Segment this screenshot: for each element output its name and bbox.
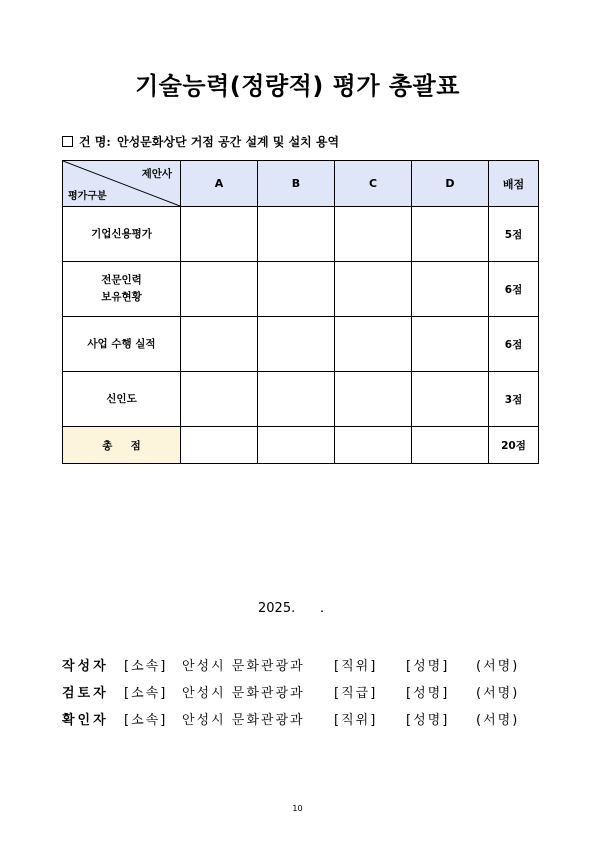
signer-position-label: [직급]: [334, 686, 378, 701]
score-input-cell-a: [181, 372, 258, 427]
company-header-a: A: [181, 161, 258, 207]
signer-name-label: [성명]: [406, 659, 450, 674]
checkbox-square-icon: [62, 136, 73, 147]
signer-row-author: [62, 657, 542, 684]
signer-role: 검토자: [62, 686, 109, 701]
table-header-row: [63, 161, 539, 207]
criterion-line-1: 전문인력: [101, 274, 142, 286]
max-score-cell: 3점: [489, 372, 539, 427]
score-input-cell-c: [335, 317, 412, 372]
table-row: [63, 207, 539, 262]
company-header-c: C: [335, 161, 412, 207]
signer-signature-label: (서명): [476, 713, 520, 728]
total-score-cell: 20점: [489, 427, 539, 464]
score-input-cell-b: [258, 262, 335, 317]
score-input-cell-b: [258, 207, 335, 262]
score-input-cell-a: [181, 317, 258, 372]
score-input-cell-c: [335, 372, 412, 427]
subject-label: 건 명:: [79, 135, 111, 149]
signer-affiliation-label: [소속]: [124, 713, 168, 728]
score-input-cell-c: [335, 262, 412, 317]
table-row: [63, 262, 539, 317]
total-label-cell: [63, 427, 181, 464]
signer-name-label: [성명]: [406, 713, 450, 728]
signer-org: 안성시 문화관광과: [182, 659, 305, 674]
signer-position-label: [직위]: [334, 713, 378, 728]
criterion-line-2: 보유현황: [101, 291, 142, 303]
corner-category-label: 평가구분: [68, 191, 107, 202]
total-input-cell-b: [258, 427, 335, 464]
criterion-cell: [63, 262, 181, 317]
score-input-cell-d: [412, 317, 489, 372]
score-header: 배점: [489, 161, 539, 207]
corner-header-cell: [63, 161, 181, 207]
signer-org: 안성시 문화관광과: [182, 686, 305, 701]
max-score-cell: 6점: [489, 317, 539, 372]
score-input-cell-d: [412, 262, 489, 317]
subject-value: 안성문화상단 거점 공간 설계 및 설치 용역: [116, 135, 340, 149]
total-input-cell-a: [181, 427, 258, 464]
company-header-b: B: [258, 161, 335, 207]
criterion-cell: 신인도: [63, 372, 181, 427]
signer-signature-label: (서명): [476, 686, 520, 701]
signer-role: 작성자: [62, 659, 109, 674]
score-input-cell-a: [181, 207, 258, 262]
signer-signature-label: (서명): [476, 659, 520, 674]
score-input-cell-d: [412, 372, 489, 427]
company-header-d: D: [412, 161, 489, 207]
project-subject: [62, 133, 339, 150]
signer-name-label: [성명]: [406, 686, 450, 701]
document-title: 기술능력(정량적) 평가 총괄표: [135, 72, 460, 100]
score-input-cell-b: [258, 372, 335, 427]
signer-org: 안성시 문화관광과: [182, 713, 305, 728]
signer-row-reviewer: [62, 684, 542, 711]
table-row: [63, 372, 539, 427]
score-input-cell-c: [335, 207, 412, 262]
total-row: [63, 427, 539, 464]
signer-position-label: [직위]: [334, 659, 378, 674]
score-input-cell-b: [258, 317, 335, 372]
total-input-cell-d: [412, 427, 489, 464]
max-score-cell: 5점: [489, 207, 539, 262]
criterion-cell: 기업신용평가: [63, 207, 181, 262]
table-row: [63, 317, 539, 372]
criterion-cell: 사업 수행 실적: [63, 317, 181, 372]
signer-row-approver: [62, 711, 542, 738]
signer-affiliation-label: [소속]: [124, 686, 168, 701]
total-input-cell-c: [335, 427, 412, 464]
total-label: 총 점: [102, 439, 141, 452]
max-score-cell: 6점: [489, 262, 539, 317]
corner-company-label: 제안사: [141, 168, 172, 180]
signature-block: [62, 657, 542, 738]
date-line: 2025. .: [258, 601, 325, 616]
page-number: 10: [292, 804, 303, 813]
signer-role: 확인자: [62, 713, 109, 728]
score-input-cell-a: [181, 262, 258, 317]
score-input-cell-d: [412, 207, 489, 262]
signer-affiliation-label: [소속]: [124, 659, 168, 674]
evaluation-summary-table: [62, 160, 539, 464]
